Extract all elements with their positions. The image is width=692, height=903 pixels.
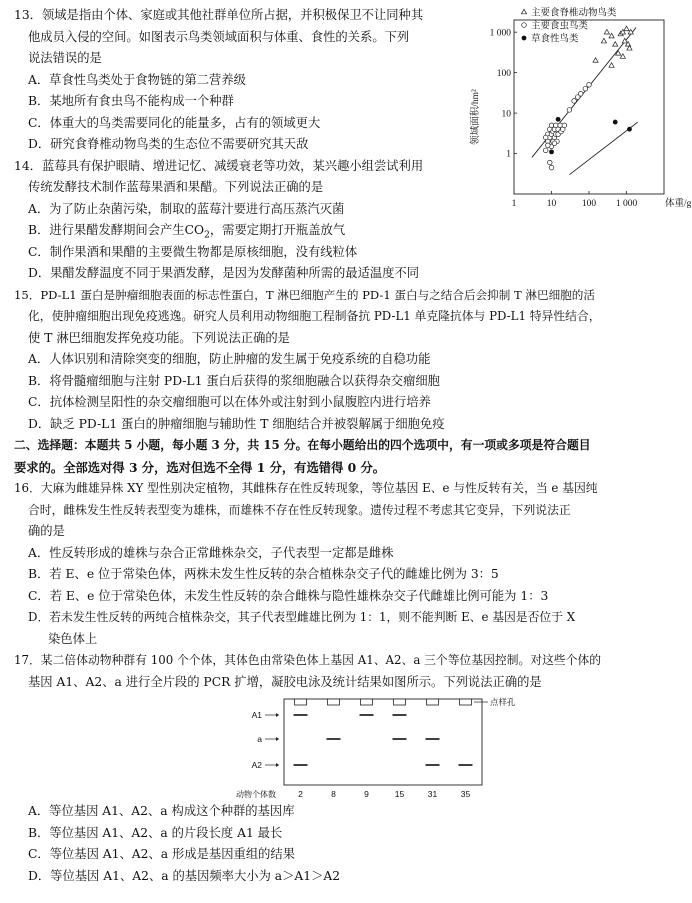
data-point-series-2 xyxy=(556,117,561,122)
data-point-series-0 xyxy=(609,63,614,68)
q13-option-a: A．草食性鸟类处于食物链的第二营养级 xyxy=(28,72,246,87)
data-point-series-1 xyxy=(572,99,577,104)
band-row-label: A2 xyxy=(251,760,262,770)
q17-option-b: B．等位基因 A1、A2、a 的片段长度 A1 最长 xyxy=(28,825,283,840)
q15-option-c: C．抗体检测呈阳性的杂交瘤细胞可以在体外或注射到小鼠腹腔内进行培养 xyxy=(28,395,431,409)
co2-formula: CO xyxy=(184,223,205,237)
question-15 xyxy=(14,285,678,436)
chart-frame xyxy=(514,20,664,194)
q16-option-c: C．若 E、e 位于常染色体，未发生性反转的杂合雌株与隐性雄株杂交子代雌雄比例可能为 1：3 xyxy=(28,588,549,603)
individual-count: 8 xyxy=(331,789,336,799)
band-row-arrowhead xyxy=(276,713,279,717)
q14-option-b xyxy=(14,220,678,242)
gel-figure-wrap xyxy=(14,693,678,801)
data-point-series-1 xyxy=(562,123,567,128)
y-tick-label: 100 xyxy=(496,68,511,79)
q15-option-d: D．缺乏 PD-L1 蛋白的肿瘤细胞与辅助性 T 细胞结合并被裂解属于细胞免疫 xyxy=(28,416,445,431)
data-point-series-0 xyxy=(601,38,606,43)
individual-count: 31 xyxy=(427,789,438,799)
data-point-series-1 xyxy=(546,143,551,148)
q14-option-b-tail: ，需要定期打开瓶盖放气 xyxy=(209,223,346,237)
y-tick-label: 10 xyxy=(501,109,511,120)
individual-count: 15 xyxy=(394,789,405,799)
q13-option-b: B．某地所有食虫鸟不能构成一个种群 xyxy=(28,94,234,108)
q13-line-1: 13．领域是指由个体、家庭或其他社群单位所占据，并积极保卫不让同种其 xyxy=(14,8,424,22)
gel-well xyxy=(460,699,472,705)
individual-count: 2 xyxy=(298,789,303,799)
q16-option-d-cont: 染色体上 xyxy=(48,631,98,646)
q16-option-d: D．若未发生性反转的两纯合植株杂交，其子代表型雌雄比例为 1：1，则不能判断 E、e 基因是否位于 X xyxy=(28,610,576,624)
legend-marker-1 xyxy=(522,23,527,28)
x-tick-label: 1 000 xyxy=(615,199,638,209)
x-tick-label: 100 xyxy=(581,199,597,209)
y-axis-label: 领域面积/hm² xyxy=(471,89,481,145)
data-point-series-1 xyxy=(578,91,583,96)
q13-line-2: 他成员入侵的空间。如图表示鸟类领域面积与体重、食性的关系。下列 xyxy=(28,29,410,44)
gel-electrophoresis-figure xyxy=(184,693,524,801)
individual-count: 35 xyxy=(460,789,471,799)
q17-option-c: C．等位基因 A1、A2、a 形成是基因重组的结果 xyxy=(28,847,296,861)
section-2-heading xyxy=(14,435,678,478)
band-row-label: A1 xyxy=(251,710,262,720)
q16-line-3: 确的是 xyxy=(28,524,65,538)
individual-count-label: 动物个体数 xyxy=(236,790,276,799)
individual-count: 9 xyxy=(364,789,369,799)
q17-line-1: 17．某二倍体动物种群有 100 个个体，其体色由常染色体上基因 A1、A2、a 三个等位基因控制。对这些个体的 xyxy=(14,653,602,667)
q13-option-c: C．体重大的鸟类需要同化的能量多，占有的领域更大 xyxy=(28,115,321,130)
q14-option-b-head: B．进行果醋发酵期间会产生 xyxy=(28,223,185,237)
data-point-series-1 xyxy=(552,141,557,146)
q14-option-c: C．制作果酒和果醋的主要微生物都是原核细胞，没有线粒体 xyxy=(28,244,358,259)
legend-marker-0 xyxy=(521,9,526,14)
band-row-label: a xyxy=(257,734,262,744)
q13-line-3: 说法错误的是 xyxy=(28,51,102,65)
q17-option-a: A．等位基因 A1、A2、a 构成这个种群的基因库 xyxy=(28,804,295,818)
legend-marker-2 xyxy=(522,36,527,41)
data-point-series-1 xyxy=(543,148,548,153)
band-row-arrowhead xyxy=(276,737,279,741)
data-point-series-0 xyxy=(613,42,618,47)
question-17 xyxy=(14,650,678,887)
q16-option-a: A．性反转形成的雄株与杂合正常雌株杂交，子代表型一定都是雌株 xyxy=(28,545,394,560)
section-2-line-1: 二、选择题：本题共 5 小题，每小题 3 分，共 15 分。在每小题给出的四个选项中，有一项或多项是符合题目 xyxy=(14,438,591,452)
y-tick-label: 1 xyxy=(506,149,511,160)
data-point-series-0 xyxy=(620,54,625,59)
data-point-series-1 xyxy=(567,108,572,113)
gel-well xyxy=(361,699,373,705)
data-point-series-0 xyxy=(624,26,629,31)
band-row-arrowhead xyxy=(276,763,279,767)
q16-line-1: 16．大麻为雌雄异株 XY 型性别决定植物，其雌株存在性反转现象，等位基因 E、e 与性反转有关，当 e 基因纯 xyxy=(14,481,598,495)
legend-label-1: 主要食虫鸟类 xyxy=(531,21,589,32)
data-point-series-2 xyxy=(613,120,618,125)
section-2-line-2: 要求的。全部选对得 3 分，选对但选不全得 1 分，有选错得 0 分。 xyxy=(14,459,386,475)
q14-option-a: A．为了防止杂菌污染，制取的蓝莓汁要进行高压蒸汽灭菌 xyxy=(28,201,345,216)
q14-line-2: 传统发酵技术制作蓝莓果酒和果醋。下列说法正确的是 xyxy=(28,180,324,194)
q15-option-a: A．人体识别和清除突变的细胞，防止肿瘤的发生属于免疫系统的自稳功能 xyxy=(28,352,431,366)
territory-scatter-chart xyxy=(464,6,692,214)
q13-option-d: D．研究食脊椎动物鸟类的生态位不需要研究其天敌 xyxy=(28,137,309,151)
co2-subscript: 2 xyxy=(204,230,210,241)
gel-well xyxy=(394,699,406,705)
data-point-series-1 xyxy=(549,123,554,128)
q15-line-2: 化，使肿瘤细胞出现免疫逃逸。研究人员利用动物细胞工程制备抗 PD-L1 单克隆抗体与 PD-L1 特异性结合， xyxy=(28,309,601,323)
q15-line-1: 15．PD-L1 蛋白是肿瘤细胞表面的标志性蛋白，T 淋巴细胞产生的 PD-1 蛋白与之结合后会抑制 T 淋巴细胞的活 xyxy=(14,287,595,302)
x-axis-label: 体重/g xyxy=(665,199,692,209)
data-point-series-1 xyxy=(543,135,548,140)
well-label: 点样孔 xyxy=(490,697,516,707)
data-point-series-1 xyxy=(583,86,588,91)
question-16 xyxy=(14,478,678,650)
legend-label-2: 草食性鸟类 xyxy=(531,34,579,45)
data-point-series-1 xyxy=(587,83,592,88)
gel-well xyxy=(328,699,340,705)
gel-frame xyxy=(284,699,482,785)
legend-label-0: 主要食脊椎动物鸟类 xyxy=(531,8,617,19)
q15-line-3: 使 T 淋巴细胞发挥免疫功能。下列说法正确的是 xyxy=(28,330,290,345)
q14-option-d: D．果醋发酵温度不同于果酒发酵，是因为发酵菌种所需的最适温度不同 xyxy=(28,266,420,280)
q15-option-b: B．将骨髓瘤细胞与注射 PD-L1 蛋白后获得的浆细胞融合以获得杂交瘤细胞 xyxy=(28,373,440,388)
gel-well xyxy=(427,699,439,705)
q16-option-b: B．若 E、e 位于常染色体，两株未发生性反转的杂合植株杂交子代的雌雄比例为 3：5 xyxy=(28,567,499,581)
data-point-series-1 xyxy=(549,165,554,170)
x-tick-label: 10 xyxy=(546,199,557,209)
y-tick-label: 1 000 xyxy=(489,28,511,39)
q17-option-d: D．等位基因 A1、A2、a 的基因频率大小为 a＞A1＞A2 xyxy=(28,868,341,883)
data-point-series-1 xyxy=(547,160,552,165)
x-tick-label: 1 xyxy=(511,199,517,209)
q16-line-2: 合时，雌株发生性反转表型变为雄株，而雄株不存在性反转现象。遗传过程不考虑其它变异，下列说法正 xyxy=(28,502,571,517)
data-point-series-2 xyxy=(549,149,554,154)
data-point-series-0 xyxy=(604,29,609,34)
gel-well xyxy=(295,699,307,705)
q17-line-2: 基因 A1、A2、a 进行全片段的 PCR 扩增，凝胶电泳及统计结果如图所示。下列说法正确的是 xyxy=(28,674,542,689)
data-point-series-0 xyxy=(593,58,598,63)
q14-line-1: 14．蓝莓具有保护眼睛、增进记忆、减缓衰老等功效，某兴趣小组尝试利用 xyxy=(14,158,424,173)
data-point-series-2 xyxy=(627,127,632,132)
